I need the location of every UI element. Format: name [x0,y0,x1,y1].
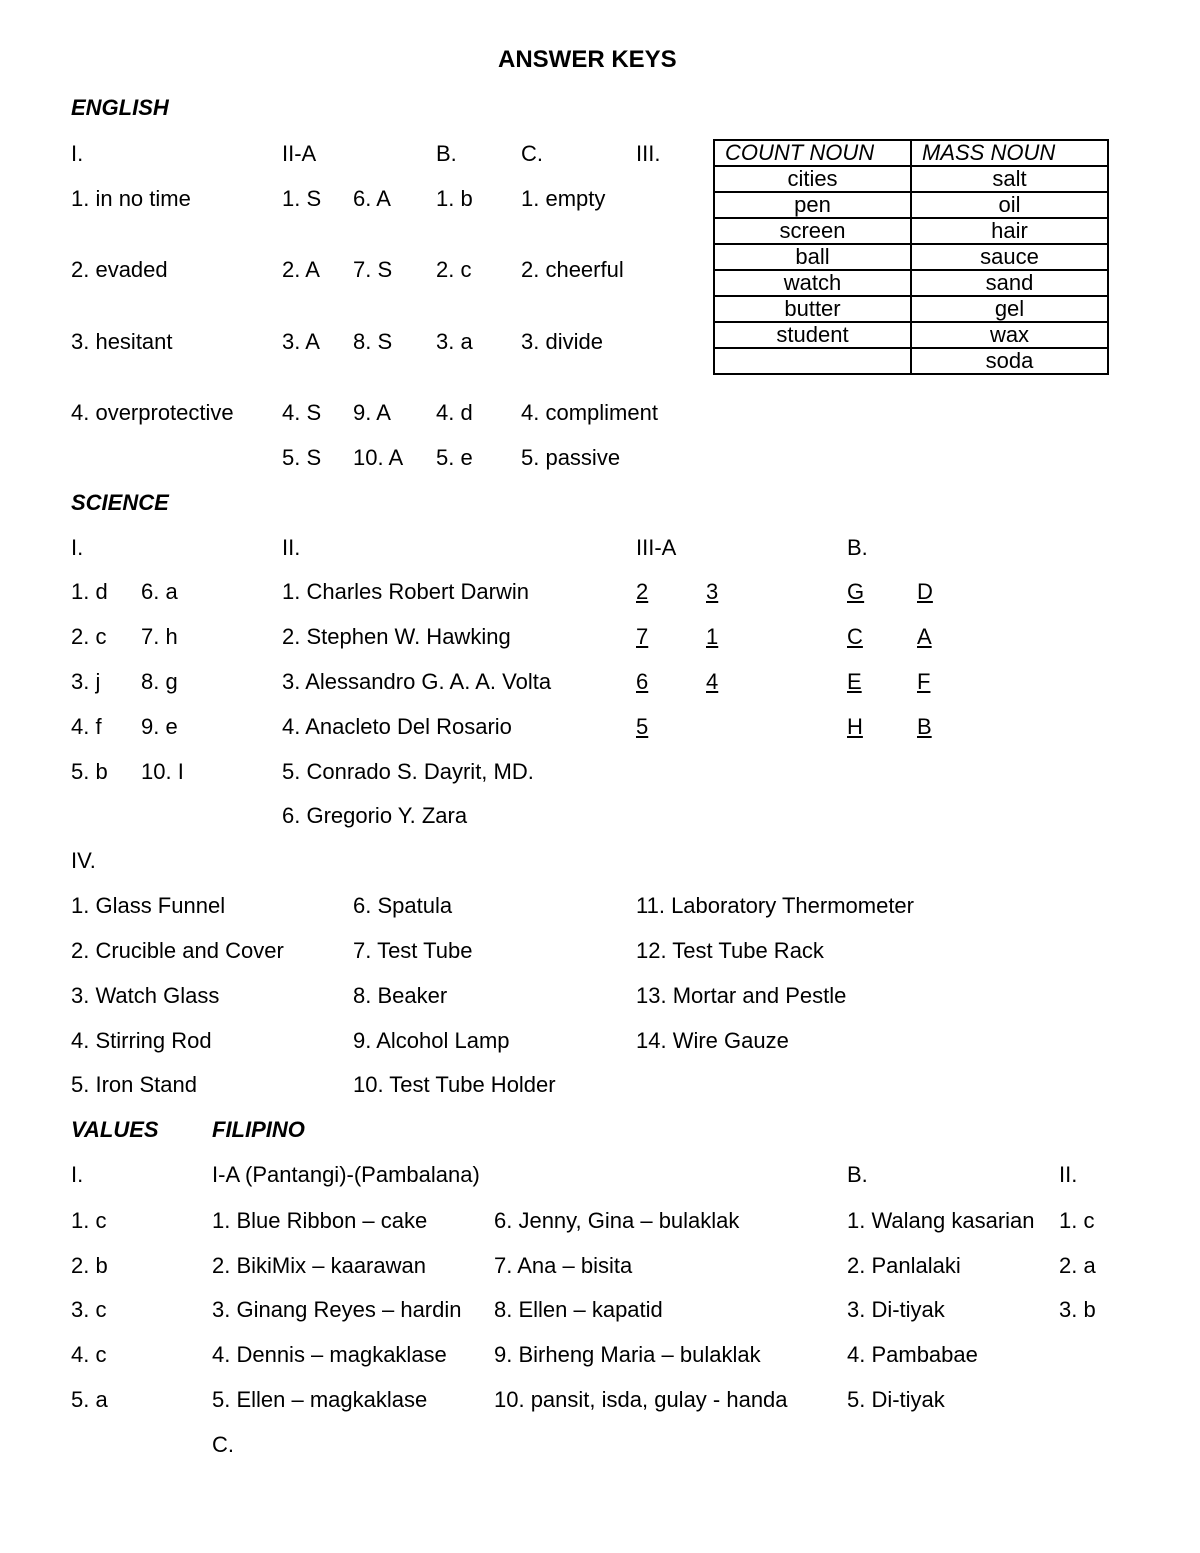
filipino-part-1a-answer: 7. Ana – bisita [494,1253,633,1278]
filipino-part-1a-label: I-A (Pantangi)-(Pambalana) [212,1162,480,1187]
filipino-part-b-answer: 1. Walang kasarian [847,1208,1035,1233]
science-part-3a-answer: 7 [636,624,649,649]
table-header-row [714,140,1108,166]
mass-noun-cell: sauce [911,244,1108,270]
mass-noun-header: MASS NOUN [911,140,1108,166]
science-part-4-answer: 7. Test Tube [353,938,473,963]
values-answer: 3. c [71,1297,107,1322]
mass-noun-cell: oil [911,192,1108,218]
filipino-part-b-answer: 5. Di-tiyak [847,1387,945,1412]
filipino-part-1a-answer: 5. Ellen – magkaklase [212,1387,428,1412]
filipino-part-b-label: B. [847,1162,868,1187]
science-part-4-answer: 2. Crucible and Cover [71,938,284,963]
science-part-1-answer: 7. h [141,624,178,649]
filipino-part-1a-answer: 1. Blue Ribbon – cake [212,1208,428,1233]
science-part-1-answer: 5. b [71,759,108,784]
science-part-3a-answer: 3 [706,579,719,604]
english-part-c-answer: 4. compliment [521,400,658,425]
science-part-3a-answer: 2 [636,579,649,604]
english-part-1-answer: 4. overprotective [71,400,234,425]
filipino-part-2-answer: 2. a [1059,1253,1096,1278]
table-row [714,322,1108,348]
science-part-4-answer: 13. Mortar and Pestle [636,983,847,1008]
table-row [714,192,1108,218]
section-heading-science: SCIENCE [71,490,169,515]
values-answer: 1. c [71,1208,107,1233]
science-part-3b-answer: C [847,624,863,649]
science-part-1-answer: 9. e [141,714,178,739]
science-part-3b-answer: G [847,579,865,604]
english-part-2a-answer: 3. A [282,329,320,354]
science-part-3b-answer: E [847,669,862,694]
mass-noun-cell: hair [911,218,1108,244]
science-part-3a-answer: 6 [636,669,649,694]
science-part-4-answer: 4. Stirring Rod [71,1028,212,1053]
count-noun-cell: cities [714,166,911,192]
page-title: ANSWER KEYS [498,46,677,73]
science-part-1-answer: 8. g [141,669,178,694]
values-part-1-label: I. [71,1162,84,1187]
filipino-part-1a-answer: 10. pansit, isda, gulay - handa [494,1387,788,1412]
english-part-b-answer: 3. a [436,329,473,354]
table-row [714,348,1108,374]
english-part-1-answer: 3. hesitant [71,329,173,354]
science-part-3a-answer: 4 [706,669,719,694]
science-part-4-answer: 5. Iron Stand [71,1072,197,1097]
english-part-2a-label: II-A [282,141,317,166]
english-part-2a-answer: 9. A [353,400,391,425]
section-heading-filipino: FILIPINO [212,1117,305,1142]
science-part-4-answer: 10. Test Tube Holder [353,1072,556,1097]
filipino-part-b-answer: 4. Pambabae [847,1342,978,1367]
filipino-part-b-answer: 3. Di-tiyak [847,1297,945,1322]
english-part-c-answer: 3. divide [521,329,603,354]
count-noun-cell: screen [714,218,911,244]
science-part-1-label: I. [71,535,84,560]
science-part-3a-answer: 1 [706,624,719,649]
count-mass-noun-table [713,139,1109,375]
science-part-3b-answer: B [917,714,932,739]
english-part-2a-answer: 5. S [282,445,322,470]
english-part-2a-answer: 6. A [353,186,391,211]
filipino-part-2-answer: 1. c [1059,1208,1095,1233]
filipino-part-c-label: C. [212,1432,234,1457]
table-row [714,244,1108,270]
table-row [714,270,1108,296]
english-part-1-answer: 1. in no time [71,186,191,211]
filipino-part-1a-answer: 8. Ellen – kapatid [494,1297,663,1322]
science-part-4-answer: 14. Wire Gauze [636,1028,789,1053]
values-answer: 2. b [71,1253,108,1278]
science-part-4-answer: 6. Spatula [353,893,453,918]
english-part-2a-answer: 7. S [353,257,393,282]
science-part-4-answer: 3. Watch Glass [71,983,220,1008]
science-part-3b-label: B. [847,535,868,560]
science-part-2-answer: 1. Charles Robert Darwin [282,579,529,604]
english-part-1-answer: 2. evaded [71,257,168,282]
values-answer: 5. a [71,1387,108,1412]
english-part-2a-answer: 2. A [282,257,320,282]
science-part-1-answer: 10. I [141,759,184,784]
section-heading-english: ENGLISH [71,95,169,120]
mass-noun-cell: gel [911,296,1108,322]
english-part-b-label: B. [436,141,457,166]
science-part-2-answer: 6. Gregorio Y. Zara [282,803,468,828]
english-part-c-answer: 5. passive [521,445,621,470]
count-noun-cell: pen [714,192,911,218]
science-part-1-answer: 2. c [71,624,107,649]
filipino-part-2-answer: 3. b [1059,1297,1096,1322]
science-part-1-answer: 1. d [71,579,108,604]
filipino-part-1a-answer: 6. Jenny, Gina – bulaklak [494,1208,740,1233]
science-part-4-answer: 12. Test Tube Rack [636,938,824,963]
mass-noun-cell: sand [911,270,1108,296]
count-noun-cell: student [714,322,911,348]
english-part-b-answer: 4. d [436,400,473,425]
science-part-2-answer: 2. Stephen W. Hawking [282,624,511,649]
table-row [714,296,1108,322]
mass-noun-cell: wax [911,322,1108,348]
english-part-1-label: I. [71,141,84,166]
science-part-2-answer: 5. Conrado S. Dayrit, MD. [282,759,534,784]
science-part-3a-label: III-A [636,535,677,560]
table-row [714,166,1108,192]
english-part-3-label: III. [636,141,661,166]
english-part-b-answer: 2. c [436,257,472,282]
science-part-3a-answer: 5 [636,714,649,739]
filipino-part-1a-answer: 3. Ginang Reyes – hardin [212,1297,462,1322]
filipino-part-b-answer: 2. Panlalaki [847,1253,961,1278]
science-part-3b-answer: F [917,669,931,694]
science-part-3b-answer: A [917,624,932,649]
science-part-4-answer: 1. Glass Funnel [71,893,226,918]
english-part-2a-answer: 10. A [353,445,404,470]
science-part-1-answer: 3. j [71,669,101,694]
count-noun-cell: ball [714,244,911,270]
english-part-2a-answer: 8. S [353,329,393,354]
english-part-c-label: C. [521,141,543,166]
filipino-part-1a-answer: 2. BikiMix – kaarawan [212,1253,426,1278]
english-part-2a-answer: 1. S [282,186,322,211]
science-part-1-answer: 4. f [71,714,102,739]
count-noun-cell: butter [714,296,911,322]
science-part-3b-answer: H [847,714,863,739]
science-part-2-label: II. [282,535,301,560]
english-part-b-answer: 1. b [436,186,473,211]
english-part-b-answer: 5. e [436,445,473,470]
english-part-c-answer: 2. cheerful [521,257,624,282]
science-part-4-answer: 8. Beaker [353,983,448,1008]
filipino-part-1a-answer: 4. Dennis – magkaklase [212,1342,447,1367]
mass-noun-cell: soda [911,348,1108,374]
science-part-4-answer: 9. Alcohol Lamp [353,1028,510,1053]
science-part-3b-answer: D [917,579,933,604]
table-row [714,218,1108,244]
filipino-part-2-label: II. [1059,1162,1078,1187]
count-noun-cell: watch [714,270,911,296]
science-part-4-answer: 11. Laboratory Thermometer [636,893,914,918]
section-heading-values: VALUES [71,1117,159,1142]
count-noun-header: COUNT NOUN [714,140,911,166]
english-part-2a-answer: 4. S [282,400,322,425]
values-answer: 4. c [71,1342,107,1367]
science-part-4-label: IV. [71,848,96,873]
science-part-1-answer: 6. a [141,579,178,604]
mass-noun-cell: salt [911,166,1108,192]
science-part-2-answer: 4. Anacleto Del Rosario [282,714,512,739]
english-part-c-answer: 1. empty [521,186,606,211]
filipino-part-1a-answer: 9. Birheng Maria – bulaklak [494,1342,761,1367]
science-part-2-answer: 3. Alessandro G. A. A. Volta [282,669,552,694]
count-noun-cell [714,348,911,374]
